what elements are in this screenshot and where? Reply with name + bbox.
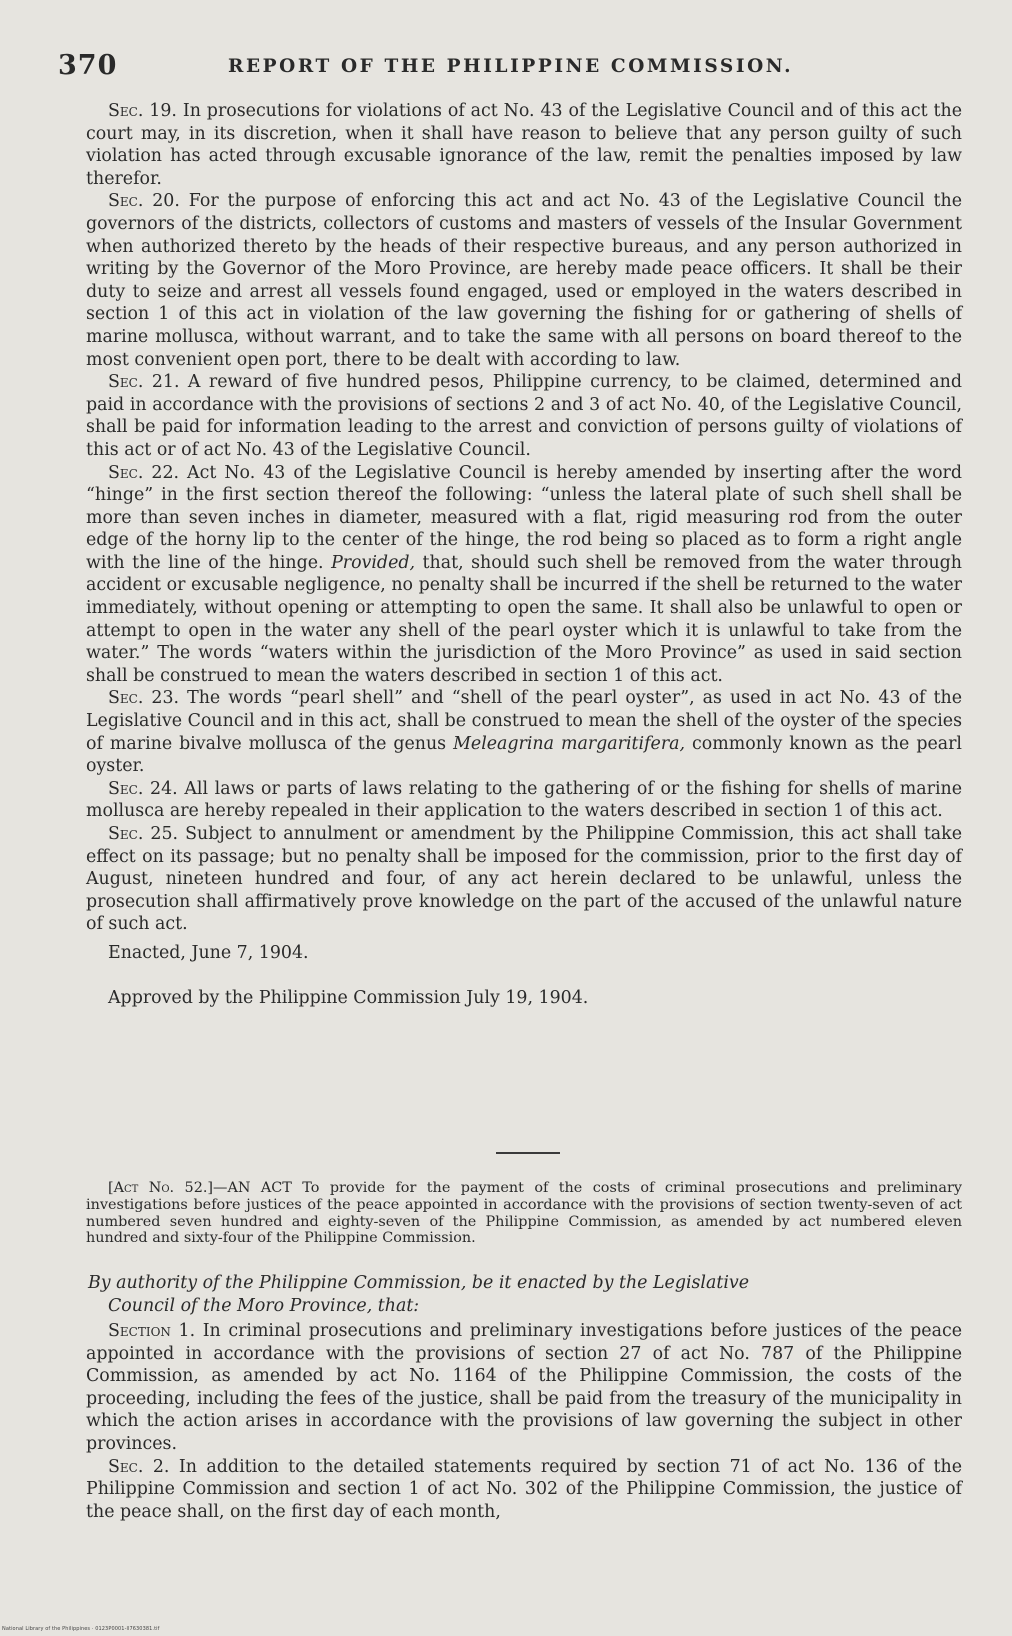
section-text: Act No. 43 of the Legislative Council is hereby amended by inserting after the word “hinge” in the first section thereof the following: “unless the lateral plate of such shell shall be more than seven inches in diameter, measured with a flat, rigid measuring rod from the outer edge of the horny lip to the center of the hinge, the rod being so placed as to form a right angle with the line of the hinge. (86, 462, 963, 573)
section-label: Sec. 21. (108, 372, 180, 393)
section-23 (86, 687, 962, 777)
act-number: [Act No. 52.] (108, 1180, 214, 1196)
section-italic-term: Meleagrina margaritifera, (453, 733, 686, 754)
section-text: In prosecutions for violations of act No. 43 of the Legislative Council and of this act the court may, in its discretion, when it shall have reason to believe that any person guilty of such violation has acted through excusable ignorance of the law, remit the penalties imposed by law therefor. (86, 101, 962, 189)
enacting-clause-line-1: By authority of the Philippine Commission, be it enacted by the Legislative (88, 1273, 750, 1293)
section-25 (86, 823, 962, 936)
section-text: The words “pearl shell” and “shell of the pearl oyster”, as used in act No. 43 of the Legislative Council and in this act, shall be construed to mean the shell of the oyster of the species of marine bivalve mollusca of the genus (86, 688, 963, 754)
section-text: In criminal prosecutions and preliminary investigations before justices of the peace appointed in accordance with the provisions of section 27 of act No. 787 of the Philippine Commission, as amended by act No. 1164 of the Philippine Commission, the costs of the proceeding, including the fees of the justice, shall be paid from the treasury of the municipality in which the action arises in accordance with the provisions of law governing the subject in other provinces. (86, 1321, 962, 1454)
section-21 (86, 371, 962, 461)
act-52-section-2 (86, 1456, 962, 1524)
enacting-clause-line-2: Council of the Moro Province, that: (108, 1295, 420, 1316)
section-label: Sec. 25. (108, 824, 179, 844)
enacting-clause (86, 1272, 962, 1317)
section-text: A reward of five hundred pesos, Philippine currency, to be claimed, determined and paid in accordance with the provisions of sections 2 and 3 of act No. 40, of the Legislative Council, shall be paid for information leading to the arrest and conviction of persons guilty of violations of this act or of act No. 43 of the Legislative Council. (86, 372, 963, 460)
approved-date: Approved by the Philippine Commission July 19, 1904. (108, 987, 589, 1008)
act-body-continuation (86, 100, 962, 1009)
section-text: All laws or parts of laws relating to the gathering of or the fishing for shells of marine mollusca are hereby repealed in their application to the waters described in section 1 of this act. (86, 778, 962, 822)
section-divider (496, 1152, 560, 1154)
page-header (58, 50, 958, 90)
section-text-continued: that, should such shell be removed from the water through accident or excusable negligence, no penalty shall be incurred if the shell be returned to the water immediately, without opening or attempting to open the same. It shall also be unlawful to open or attempt to open in the water any shell of the pearl oyster which it is unlawful to take from the water.” The words “waters within the jurisdiction of the Moro Province” as used in said section shall be construed to mean the waters described in section 1 of this act. (86, 552, 963, 686)
section-text: In addition to the detailed statements required by section 71 of act No. 136 of the Philippine Commission and section 1 of act No. 302 of the Philippine Commission, the justice of the peace shall, on the first day of each month, (86, 1456, 962, 1522)
running-head: REPORT OF THE PHILIPPINE COMMISSION. (228, 56, 794, 77)
section-text-continued: commonly known as the pearl oyster. (86, 733, 962, 777)
section-19 (86, 100, 962, 190)
section-24 (86, 778, 962, 823)
scan-footer: National Library of the Philippines · 0123P0001-ll7630381.tif (2, 1626, 160, 1632)
page-number: 370 (58, 50, 118, 81)
act-52-body (86, 1320, 962, 1523)
act-title-text: —AN ACT To provide for the payment of the costs of criminal prosecutions and preliminary investigations before justices of the peace appointed in accordance with the provisions of section twenty-seven of act numbered seven hundred and eighty-seven of the Philippine Commission, as amended by act numbered eleven hundred and sixty-four of the Philippine Commission. (86, 1180, 963, 1247)
section-label: Sec. 2. (108, 1456, 170, 1477)
enacted-date: Enacted, June 7, 1904. (108, 942, 309, 963)
section-label: Sec. 23. (108, 688, 180, 709)
section-20 (86, 190, 962, 371)
section-22 (86, 462, 962, 688)
section-text: Subject to annulment or amendment by the Philippine Commission, this act shall take effect on its passage; but no penalty shall be imposed for the commission, prior to the first day of August, nineteen hundred and four, of any act herein declared to be unlawful, unless the prosecution shall affirmatively prove knowledge on the part of the accused of the unlawful nature of such act. (86, 824, 962, 935)
act-52-title (86, 1180, 962, 1247)
section-label: Sec. 24. (108, 778, 178, 799)
act-52-section-1 (86, 1320, 962, 1456)
section-label: Sec. 19. (108, 101, 177, 121)
section-text: For the purpose of enforcing this act and act No. 43 of the Legislative Council the governors of the districts, collectors of customs and masters of vessels of the Insular Government when authorized thereto by the heads of their respective bureaus, and any person authorized in writing by the Governor of the Moro Province, are hereby made peace officers. It shall be their duty to seize and arrest all vessels found engaged, used or employed in the waters described in section 1 of this act in violation of the law governing the fishing for or gathering of shells of marine mollusca, without warrant, and to take the same with all persons on board thereof to the most convenient open port, there to be dealt with according to law. (86, 191, 962, 370)
section-label: Section 1. (108, 1321, 196, 1341)
section-label: Sec. 20. (108, 191, 180, 212)
section-label: Sec. 22. (108, 462, 180, 483)
section-italic-term: Provided, (331, 552, 416, 573)
